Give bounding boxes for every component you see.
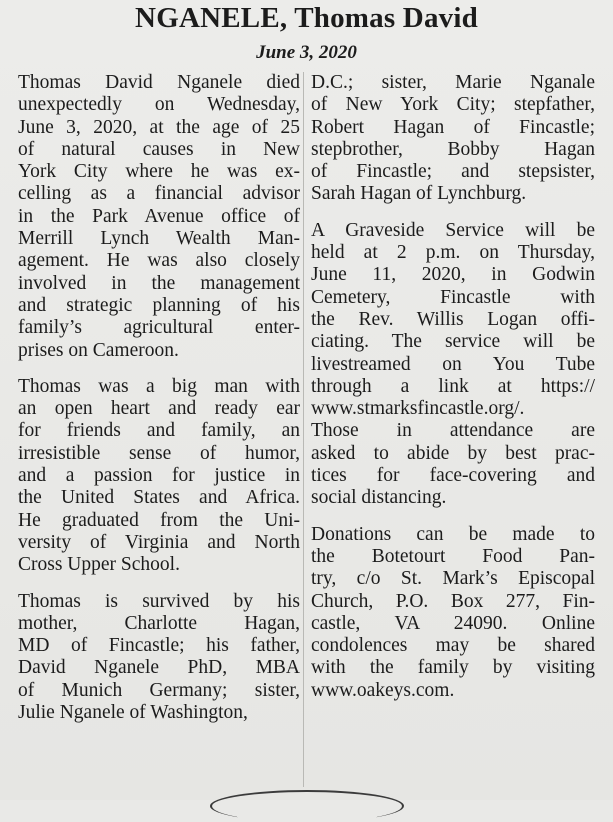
obituary-paragraph xyxy=(18,376,300,577)
text-line: through a link at https:// xyxy=(311,375,595,397)
text-line: social distancing. xyxy=(311,487,447,509)
text-line: D.C.; sister, Marie Nganale xyxy=(311,72,595,93)
text-line: of Munich Germany; sister, xyxy=(18,679,300,701)
text-line: celling as a financial advisor xyxy=(18,183,300,205)
obituary-date: June 3, 2020 xyxy=(256,42,357,63)
text-line: A Graveside Service will be xyxy=(311,219,595,241)
text-line: tices for face-covering and xyxy=(311,465,595,487)
obituary-paragraph xyxy=(311,220,595,510)
text-line: mother, Charlotte Hagan, xyxy=(18,612,300,634)
text-line: of Fincastle; and stepsister, xyxy=(311,161,595,183)
text-line: Merrill Lynch Wealth Man- xyxy=(18,228,300,250)
obituary-paragraph xyxy=(18,591,300,725)
text-line: and strategic planning of his xyxy=(18,294,300,316)
text-line: Thomas was a big man with xyxy=(18,375,300,397)
text-line: Cross Upper School. xyxy=(18,554,180,576)
text-line: of New York City; stepfather, xyxy=(311,94,595,116)
text-line: condolences may be shared xyxy=(311,635,595,657)
obituary-paragraph xyxy=(311,72,595,206)
text-line: stepbrother, Bobby Hagan xyxy=(311,138,595,160)
page-edge-mark xyxy=(210,790,404,822)
text-line: an open heart and ready ear xyxy=(18,398,300,420)
text-line: irresistible sense of humor, xyxy=(18,442,300,464)
text-line: Thomas is survived by his xyxy=(18,590,300,612)
text-line: Donations can be made to xyxy=(311,523,595,545)
text-line: Thomas David Nganele died xyxy=(18,72,300,93)
text-line: prises on Cameroon. xyxy=(18,339,179,361)
left-column xyxy=(18,72,300,738)
text-line: June 3, 2020, at the age of 25 xyxy=(18,116,300,138)
text-line: unexpectedly on Wednesday, xyxy=(18,94,300,116)
obituary-paragraph xyxy=(311,524,595,702)
text-line: Sarah Hagan of Lynchburg. xyxy=(311,183,527,205)
text-line: agement. He was also closely xyxy=(18,250,300,272)
obituary-paragraph xyxy=(18,72,300,362)
text-line: Those in attendance are xyxy=(311,420,595,442)
obituary-headline: NGANELE, Thomas David xyxy=(135,2,478,34)
text-line: Robert Hagan of Fincastle; xyxy=(311,116,595,138)
text-line: of natural causes in New xyxy=(18,138,300,160)
text-line: and a passion for justice in xyxy=(18,465,300,487)
text-line: the United States and Africa. xyxy=(18,487,300,509)
right-column xyxy=(311,72,595,716)
text-line: castle, VA 24090. Online xyxy=(311,612,595,634)
text-line: versity of Virginia and North xyxy=(18,531,300,553)
text-line: www.oakeys.com. xyxy=(311,679,455,701)
text-line: livestreamed on You Tube xyxy=(311,353,595,375)
text-line: Julie Nganele of Washington, xyxy=(18,702,248,724)
text-line: Church, P.O. Box 277, Fin- xyxy=(311,590,595,612)
text-line: the Rev. Willis Logan offi- xyxy=(311,308,595,330)
text-line: David Nganele PhD, MBA xyxy=(18,657,300,679)
text-line: held at 2 p.m. on Thursday, xyxy=(311,242,595,264)
text-line: He graduated from the Uni- xyxy=(18,509,300,531)
text-line: involved in the management xyxy=(18,272,300,294)
text-line: family’s agricultural enter- xyxy=(18,317,300,339)
text-line: try, c/o St. Mark’s Episcopal xyxy=(311,568,595,590)
text-line: www.stmarksfincastle.org/. xyxy=(311,398,525,420)
text-line: the Botetourt Food Pan- xyxy=(311,545,595,567)
text-line: in the Park Avenue office of xyxy=(18,205,300,227)
text-line: asked to abide by best prac- xyxy=(311,442,595,464)
text-line: June 11, 2020, in Godwin xyxy=(311,264,595,286)
text-line: York City where he was ex- xyxy=(18,161,300,183)
text-line: Cemetery, Fincastle with xyxy=(311,286,595,308)
column-divider xyxy=(303,72,304,787)
text-line: for friends and family, an xyxy=(18,420,300,442)
text-line: ciating. The service will be xyxy=(311,331,595,353)
text-line: with the family by visiting xyxy=(311,657,595,679)
text-line: MD of Fincastle; his father, xyxy=(18,635,300,657)
